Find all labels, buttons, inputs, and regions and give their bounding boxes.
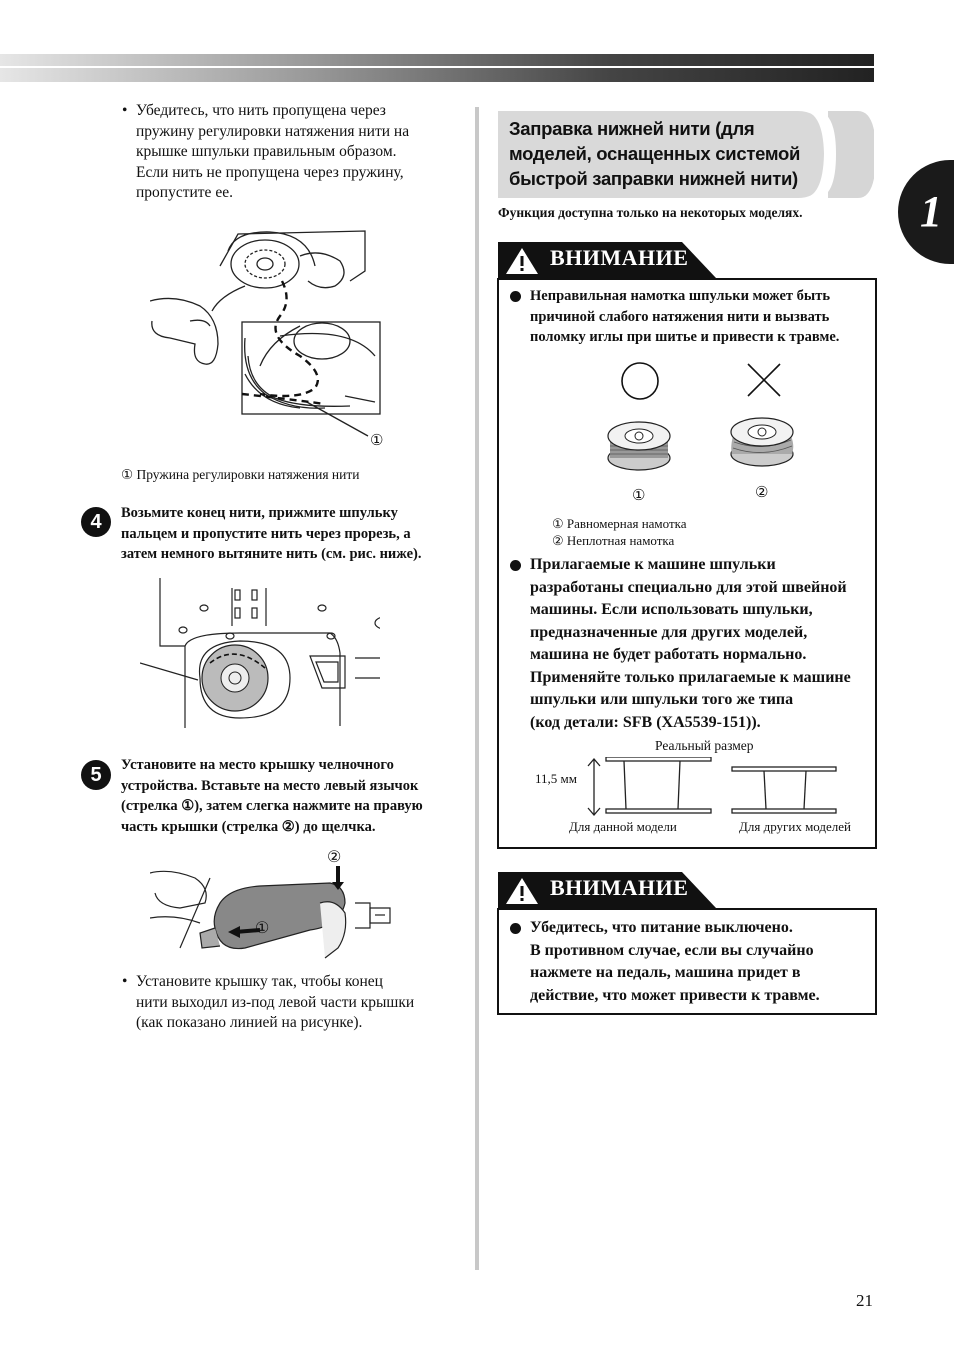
text-line: пропустите ее.	[136, 184, 233, 201]
figure3-callout-1: ①	[255, 920, 270, 937]
text-line: крышке шпульки правильным образом.	[136, 143, 397, 160]
warning-2-label: ВНИМАНИЕ	[550, 875, 689, 900]
dimension-label: 11,5 мм	[535, 771, 577, 786]
correct-circle-icon	[622, 363, 658, 399]
cover-plate-figure	[150, 848, 400, 963]
step-4-number: 4	[81, 507, 111, 537]
legend-item: ① Равномерная намотка	[552, 516, 687, 531]
warning-1-label: ВНИМАНИЕ	[550, 245, 689, 270]
text-line: шпульки или шпульки того же типа	[530, 691, 794, 708]
header-bar	[0, 54, 874, 82]
text-line: действие, что может привести к травме.	[530, 986, 820, 1004]
text-line: разработаны специально для этой швейной	[530, 578, 847, 596]
function-note: Функция доступна только на некоторых моделях.	[498, 205, 803, 220]
text-line: нажмете на педаль, машина придет в	[530, 964, 801, 981]
text-line: затем немного вытяните нить (см. рис. ниже).	[121, 546, 422, 562]
warning-1-item-1	[530, 286, 870, 348]
text-line: В противном случае, если вы случайно	[530, 941, 814, 959]
intro-bullet	[122, 101, 466, 204]
this-model-label: Для данной модели	[569, 819, 677, 834]
warning-1-item-2	[530, 554, 875, 734]
text-line: Неправильная намотка шпульки может быть	[530, 288, 830, 304]
text-line: Заправка нижней нити (для	[509, 118, 755, 139]
page-number: 21	[856, 1291, 873, 1310]
text-line: часть крышки (стрелка ②) до щелчка.	[121, 818, 376, 835]
warning-1-item-2-bullet	[510, 560, 521, 571]
text-line: Убедитесь, что нить пропущена через	[136, 102, 386, 119]
column-divider	[475, 107, 479, 1270]
text-line: Установите крышку так, чтобы конец	[136, 973, 383, 990]
figure3-callout-2: ②	[327, 849, 342, 866]
final-bullet	[122, 972, 466, 1034]
text-line: машины. Если использовать шпульки,	[530, 601, 813, 618]
text-line: Убедитесь, что питание выключено.	[530, 919, 793, 936]
warning-2-bullet	[510, 923, 521, 934]
text-line: Применяйте только прилагаемые к машине	[530, 668, 851, 686]
section-heading	[509, 116, 829, 191]
header-bar-stripe	[0, 66, 874, 68]
text-line: Возьмите конец нити, прижмите шпульку	[121, 505, 398, 521]
text-line: быстрой заправки нижней нити)	[509, 168, 798, 189]
text-line: пружину регулировки натяжения нити на	[136, 122, 410, 140]
real-size-label: Реальный размер	[655, 738, 754, 753]
text-line: устройства. Вставьте на место левый язычок	[121, 777, 419, 794]
text-line: (как показано линией на рисунке).	[136, 1014, 363, 1031]
chapter-tab: 1	[898, 160, 954, 264]
text-line: (стрелка ①), затем слегка нажмите на правую	[121, 798, 423, 814]
text-line: предназначенные для других моделей,	[530, 623, 808, 641]
figure1-callout: ①	[370, 433, 384, 449]
other-models-label: Для других моделей	[739, 819, 852, 834]
legend-item: ② Неплотная намотка	[552, 533, 675, 548]
figure1-caption: ① Пружина регулировки натяжения нити	[121, 467, 360, 482]
warning-1-item-1-bullet	[510, 291, 521, 302]
text-line: Если нить не пропущена через пружину,	[136, 163, 404, 181]
text-line: Прилагаемые к машине шпульки	[530, 556, 776, 573]
bullet-marker: •	[122, 973, 128, 990]
bobbin-thread-figure	[140, 578, 380, 728]
step-5-text	[121, 755, 466, 837]
text-line: моделей, оснащенных системой	[509, 143, 801, 164]
bobbin-callout-2: ②	[755, 485, 769, 501]
step-4-text	[121, 503, 466, 565]
text-line: причиной слабого натяжения нити и вызвать	[530, 308, 830, 325]
warning-2-text	[530, 917, 870, 1007]
text-line: машина не будет работать нормально.	[530, 646, 807, 663]
bobbin-callout-1: ①	[632, 488, 646, 504]
text-line: (код детали: SFB (XA5539-151)).	[530, 713, 761, 731]
text-line: поломку иглы при шитье и привести к травме.	[530, 329, 840, 345]
tension-spring-figure	[150, 226, 390, 456]
text-line: нити выходил из-под левой части крышки	[136, 993, 415, 1011]
bobbin-size-diagram	[584, 757, 840, 817]
text-line: пальцем и пропустите нить через прорезь, а	[121, 525, 411, 542]
bullet-marker: •	[122, 102, 128, 119]
bobbin-legend	[552, 515, 687, 549]
step-5-number: 5	[81, 760, 111, 790]
text-line: Установите на место крышку челночного	[121, 757, 394, 773]
bobbin-comparison-figure	[596, 360, 806, 490]
